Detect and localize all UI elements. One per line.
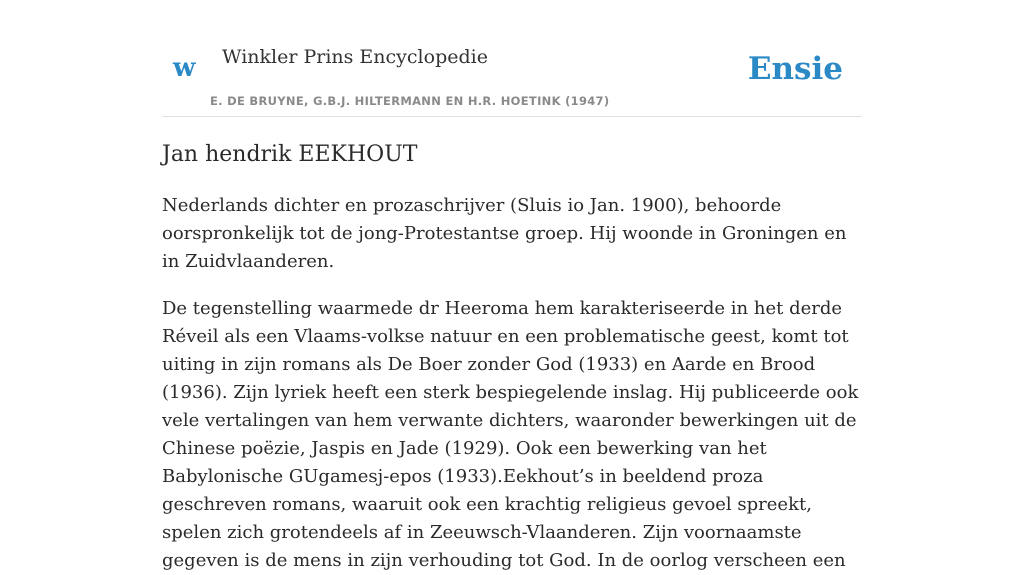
article-content <box>162 140 862 575</box>
article-paragraph: De tegenstelling waarmede dr Heeroma hem karakteriseerde in het derde Réveil als een Vlaams-volkse natuur en een problematische geest, komt tot uiting in zijn romans als De Boer zonder God (1933) en Aarde en Brood (1936). Zijn lyriek heeft een sterk bespiegelende inslag. Hij publiceerde ook vele vertalingen van hem verwante dichters, waaronder bewerkingen uit de Chinese poëzie, Jaspis en Jade (1929). Ook een bewerking van het Babylonische GUgamesj-epos (1933).Eekhout’s in beeldend proza geschreven romans, waaruit ook een krachtig religieus gevoel spreekt, spelen zich grotendeels af in Zeeuwsch-Vlaanderen. Zijn voornaamste gegeven is de mens in zijn verhouding tot God. In de oorlog verscheen een <box>162 298 859 571</box>
article-paragraph: Nederlands dichter en prozaschrijver (Sluis io Jan. 1900), behoorde oorspronkelijk tot de jong-Protestantse groep. Hij woonde in Groningen en in Zuidvlaanderen. <box>162 195 847 272</box>
ensie-logo[interactable]: Ensie <box>747 51 843 87</box>
article-title: Jan hendrik EEKHOUT <box>162 142 418 167</box>
source-logo-icon[interactable]: w <box>173 53 196 83</box>
site-header <box>162 0 862 117</box>
source-authors: E. DE BRUYNE, G.B.J. HILTERMANN EN H.R. HOETINK (1947) <box>210 94 610 108</box>
source-title-link[interactable]: Winkler Prins Encyclopedie <box>222 46 488 68</box>
